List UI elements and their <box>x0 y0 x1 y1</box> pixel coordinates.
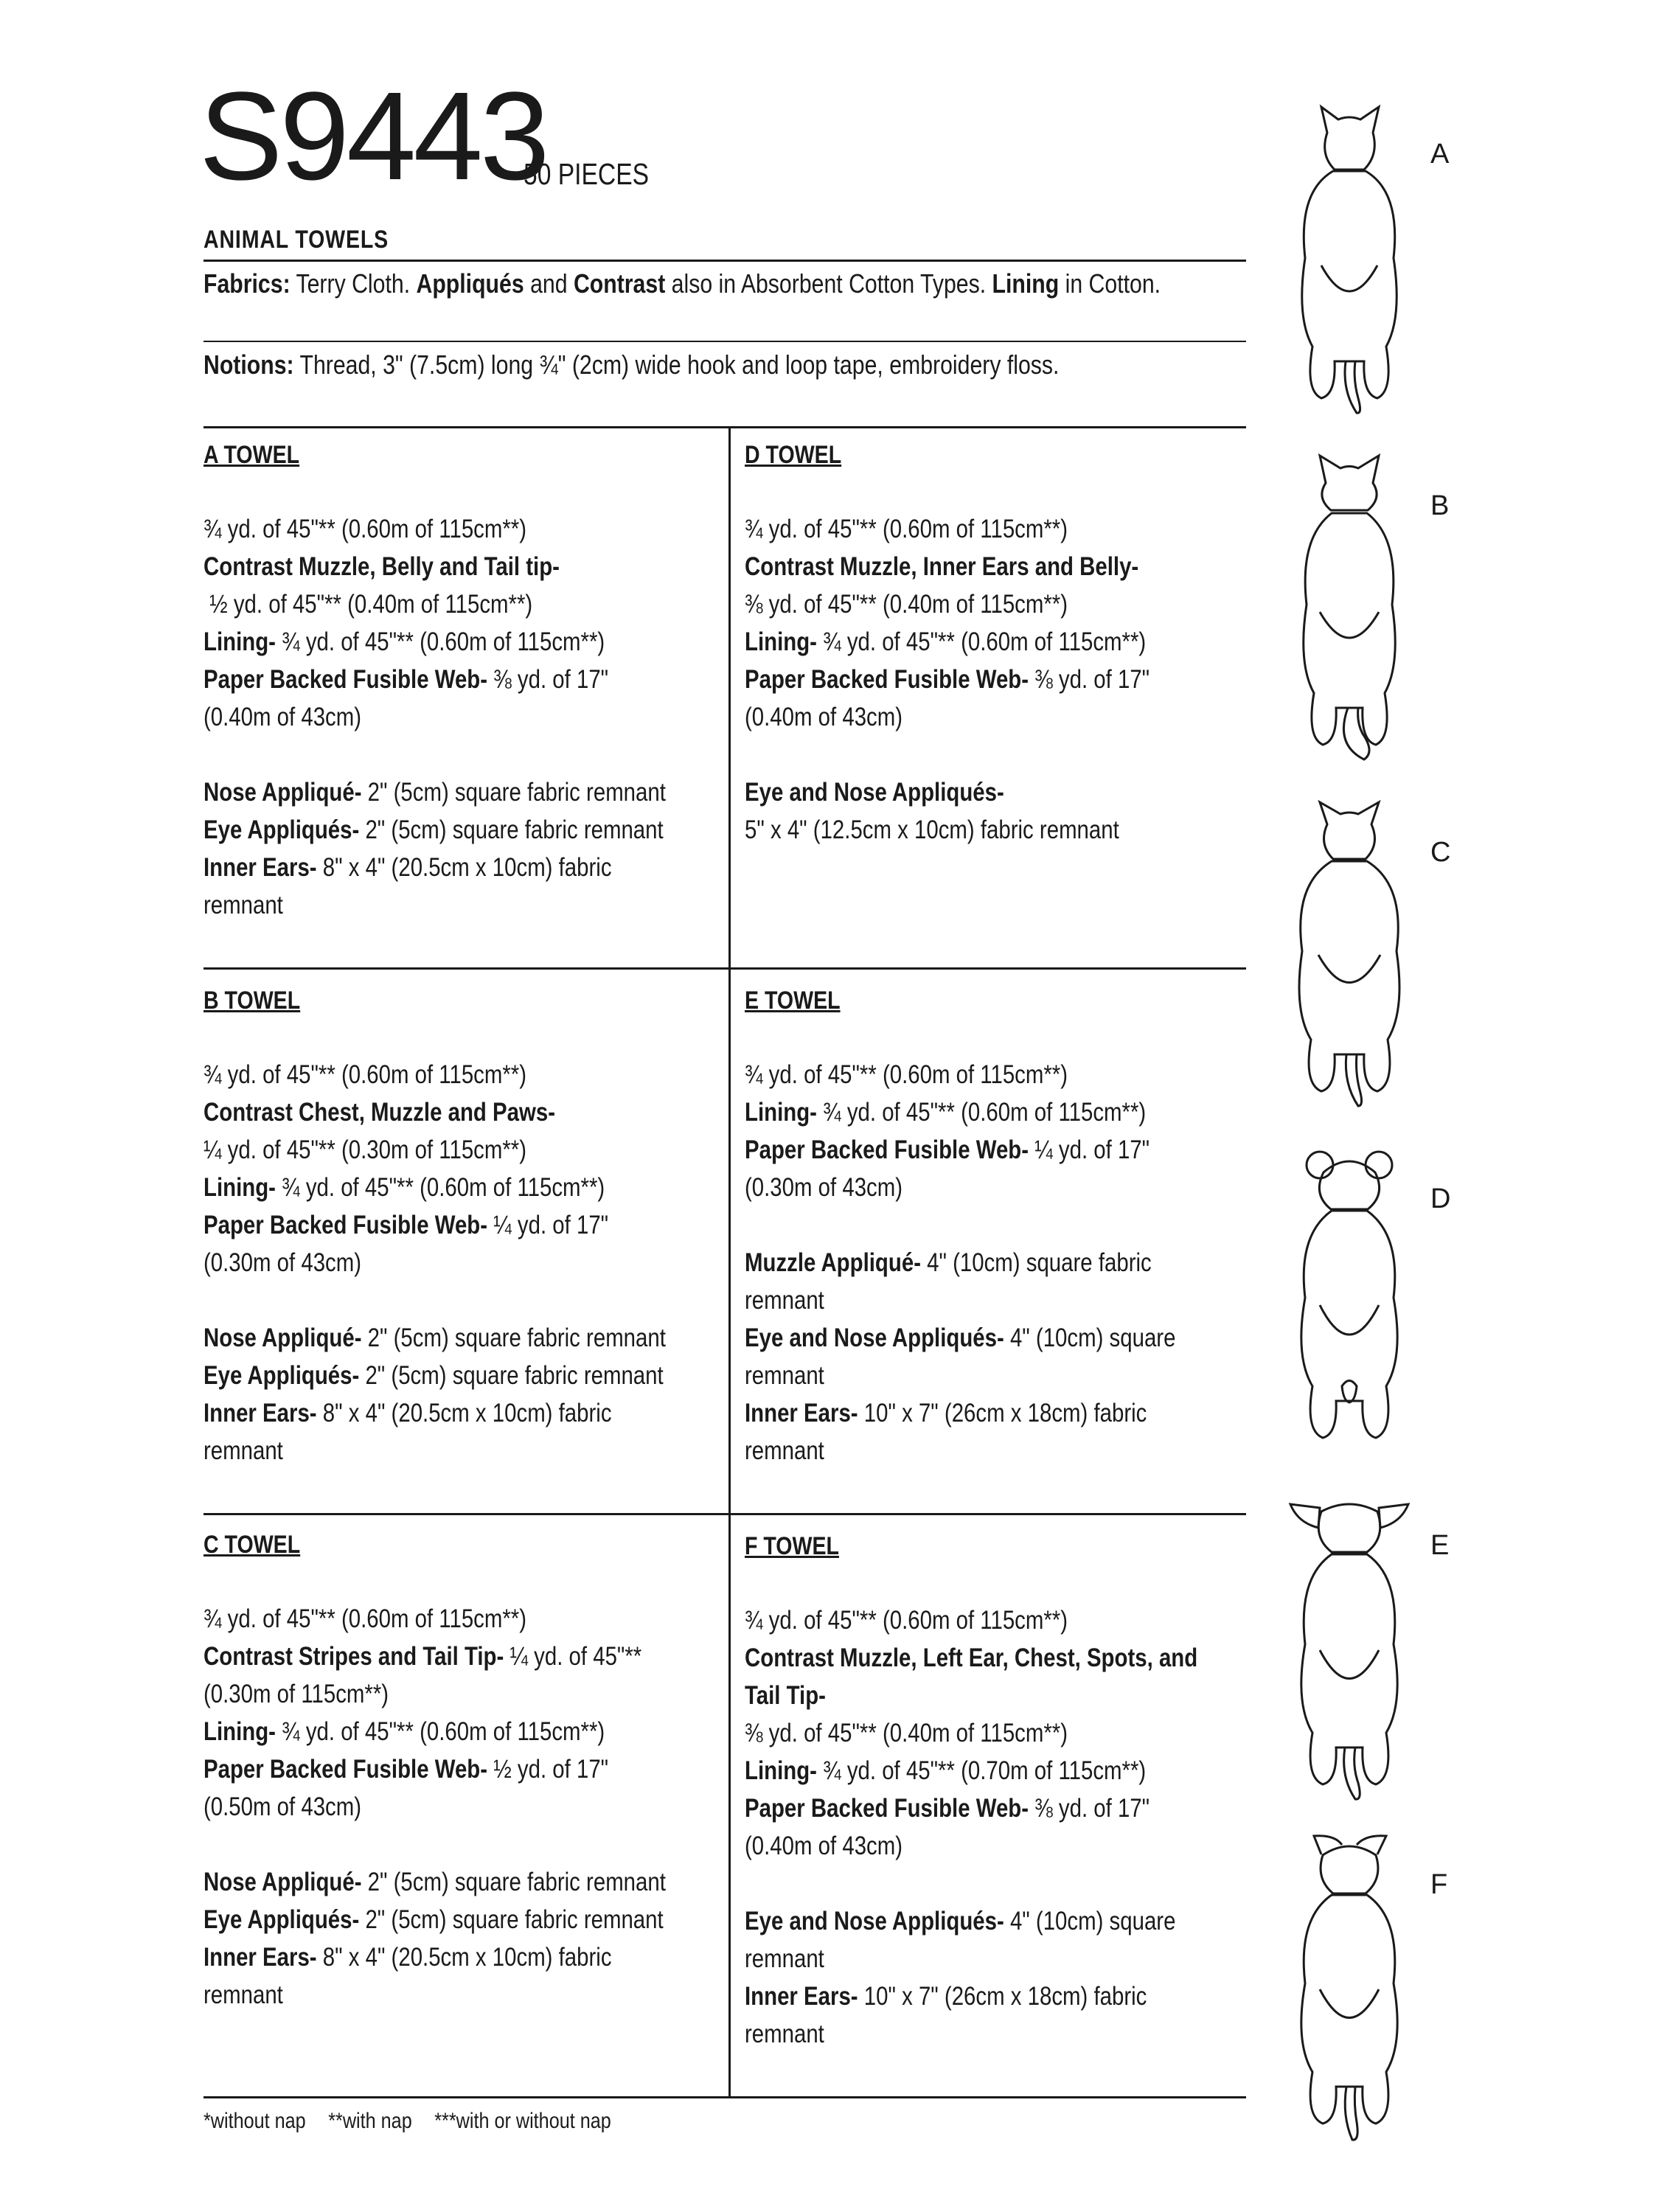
requirement-text: 2" (5cm) square fabric remnant <box>359 815 664 844</box>
requirement-row <box>204 510 637 548</box>
requirement-label: Paper Backed Fusible Web- <box>204 665 488 694</box>
requirement-text: 4" (10cm) square fabric <box>920 1248 1152 1277</box>
footnote-3: ***with or without nap <box>434 2109 611 2133</box>
requirement-text: (0.40m of 43cm) <box>204 703 362 731</box>
requirement-row <box>745 1677 1178 1714</box>
section-title: E TOWEL <box>745 987 841 1015</box>
requirement-row <box>204 849 637 886</box>
requirement-label: Contrast Muzzle, Inner Ears and Belly- <box>745 552 1139 581</box>
requirement-text: 8" x 4" (20.5cm x 10cm) fabric <box>316 1399 612 1427</box>
requirement-text: ¾ yd. of 45"** (0.60m of 115cm**) <box>275 1173 605 1202</box>
requirement-text: ¾ yd. of 45"** (0.60m of 115cm**) <box>816 1098 1147 1127</box>
requirement-text: ¾ yd. of 45"** (0.60m of 115cm**) <box>204 1060 527 1089</box>
requirement-row <box>745 1169 1178 1206</box>
requirement-text: ¾ yd. of 45"** (0.60m of 115cm**) <box>204 515 527 543</box>
requirement-row <box>745 661 1178 698</box>
requirement-label: Contrast Muzzle, Left Ear, Chest, Spots, and <box>745 1644 1198 1672</box>
section-d-towel <box>745 437 1261 849</box>
requirement-row <box>204 1093 637 1131</box>
requirement-text: ¾ yd. of 45"** (0.60m of 115cm**) <box>745 515 1068 543</box>
requirement-row <box>745 1601 1178 1639</box>
requirement-row <box>204 1169 637 1206</box>
requirement-row <box>204 1056 637 1093</box>
requirement-text: ¾ yd. of 45"** (0.70m of 115cm**) <box>816 1756 1147 1785</box>
requirement-row <box>204 1319 666 1357</box>
requirement-label: Lining- <box>745 1098 817 1127</box>
requirement-row <box>745 1093 1178 1131</box>
requirement-text: ½ yd. of 45"** (0.40m of 115cm**) <box>204 590 533 619</box>
rule-fabrics <box>204 341 1246 342</box>
requirement-text: ¾ yd. of 45"** (0.60m of 115cm**) <box>745 1606 1068 1635</box>
requirement-text: ¾ yd. of 45"** (0.60m of 115cm**) <box>204 1604 527 1633</box>
fabrics-text-3: in Cotton. <box>1059 268 1161 299</box>
requirement-label: Eye and Nose Appliqués- <box>745 1324 1004 1352</box>
section-c-towel <box>204 1526 720 2014</box>
section-body <box>745 1056 1261 1470</box>
pattern-number: S9443 <box>199 66 547 206</box>
requirement-row <box>745 510 1178 548</box>
requirement-row <box>204 1901 664 1938</box>
requirement-text: remnant <box>745 1436 824 1465</box>
requirement-row <box>204 1788 637 1826</box>
requirement-text: ¼ yd. of 17" <box>1029 1135 1150 1164</box>
requirement-text: ⅜ yd. of 17" <box>1029 1794 1150 1823</box>
requirement-text: remnant <box>745 2020 824 2048</box>
figure-b-fox <box>1276 442 1423 767</box>
requirement-row <box>204 1713 637 1750</box>
requirement-row <box>745 585 1178 623</box>
figure-f-dog <box>1276 1821 1423 2146</box>
requirement-text: remnant <box>745 1286 824 1315</box>
requirement-label: Tail Tip- <box>745 1681 826 1710</box>
requirement-text: (0.30m of 43cm) <box>745 1173 903 1202</box>
fabrics-line <box>204 265 1161 302</box>
requirement-label: Eye and Nose Appliqués- <box>745 778 1004 807</box>
requirement-text: 5" x 4" (12.5cm x 10cm) fabric remnant <box>745 815 1119 844</box>
rule-notions <box>204 426 1246 428</box>
requirement-row <box>745 1131 1178 1169</box>
section-f-towel <box>745 1528 1261 2053</box>
requirement-text: 8" x 4" (20.5cm x 10cm) fabric <box>316 1943 612 1972</box>
requirement-label: Inner Ears- <box>204 853 317 882</box>
section-body <box>745 510 1261 849</box>
requirement-row <box>745 1357 1178 1394</box>
figure-b-label: B <box>1430 490 1450 521</box>
requirement-text: (0.50m of 43cm) <box>204 1792 362 1821</box>
section-body <box>745 1601 1261 2053</box>
requirement-label: Nose Appliqué- <box>204 778 362 807</box>
row-gap <box>204 736 720 773</box>
requirement-row <box>745 1394 1178 1432</box>
requirement-row <box>204 661 637 698</box>
requirement-row <box>745 1319 1178 1357</box>
requirement-text: 2" (5cm) square fabric remnant <box>359 1905 664 1934</box>
requirement-row <box>745 1827 1178 1865</box>
row-gap <box>745 736 1261 773</box>
requirement-row <box>745 1432 1178 1470</box>
requirement-row <box>745 1714 1178 1752</box>
requirement-text: ½ yd. of 17" <box>487 1755 609 1784</box>
grid-bottom <box>204 2096 1246 2098</box>
figure-a-cat <box>1276 96 1423 420</box>
requirement-text: ¼ yd. of 45"** (0.30m of 115cm**) <box>204 1135 527 1164</box>
requirement-row <box>204 811 664 849</box>
requirement-text: (0.40m of 43cm) <box>745 703 903 731</box>
requirement-row <box>745 1752 1178 1790</box>
requirement-row <box>745 1281 1178 1319</box>
requirement-text: 8" x 4" (20.5cm x 10cm) fabric <box>316 853 612 882</box>
requirement-text: ¾ yd. of 45"** (0.60m of 115cm**) <box>816 627 1147 656</box>
grid-row1 <box>204 967 1246 970</box>
requirement-text: 4" (10cm) square <box>1004 1907 1176 1935</box>
row-gap <box>745 1206 1261 1244</box>
requirement-text: remnant <box>204 891 283 919</box>
requirement-text: 10" x 7" (26cm x 18cm) fabric <box>858 1399 1147 1427</box>
requirement-text: ¾ yd. of 45"** (0.60m of 115cm**) <box>275 1717 605 1746</box>
figure-f-label: F <box>1430 1869 1448 1900</box>
requirement-text: ⅜ yd. of 45"** (0.40m of 115cm**) <box>745 590 1068 619</box>
requirement-row <box>204 623 637 661</box>
row-gap <box>204 1281 720 1319</box>
requirement-text: 2" (5cm) square fabric remnant <box>359 1361 664 1390</box>
notions-label: Notions: <box>204 349 294 380</box>
requirement-row <box>204 1244 637 1281</box>
requirement-row <box>204 1750 637 1788</box>
notions-text: Thread, 3" (7.5cm) long ¾" (2cm) wide hook and loop tape, embroidery floss. <box>293 349 1060 380</box>
requirement-text: 4" (10cm) square <box>1004 1324 1176 1352</box>
requirement-row <box>204 1131 637 1169</box>
section-title: D TOWEL <box>745 441 842 469</box>
requirement-row <box>745 1940 1178 1978</box>
requirement-row <box>204 1357 664 1394</box>
section-title: B TOWEL <box>204 987 301 1015</box>
requirement-label: Eye Appliqués- <box>204 815 360 844</box>
figure-e-dog <box>1276 1482 1423 1806</box>
fabrics-lining: Lining <box>992 268 1060 299</box>
row-gap <box>745 1865 1261 1902</box>
requirement-row <box>745 2015 1178 2053</box>
requirement-label: Lining- <box>204 1717 276 1746</box>
requirement-row <box>204 1638 642 1675</box>
rule-top <box>204 260 1246 262</box>
section-title: A TOWEL <box>204 441 300 469</box>
requirement-label: Nose Appliqué- <box>204 1324 362 1352</box>
requirement-label: Paper Backed Fusible Web- <box>204 1755 488 1784</box>
footnote-1: *without nap <box>204 2109 306 2133</box>
fabrics-contrast: Contrast <box>573 268 666 299</box>
requirement-row <box>745 1902 1178 1940</box>
section-body <box>204 510 720 924</box>
requirement-text: 2" (5cm) square fabric remnant <box>361 778 666 807</box>
section-title: C TOWEL <box>204 1531 301 1559</box>
notions-line <box>204 347 1059 383</box>
section-a-towel <box>204 437 720 924</box>
requirement-row <box>745 698 1178 736</box>
requirement-row <box>204 886 637 924</box>
fabrics-label: Fabrics: <box>204 268 291 299</box>
pieces-count: 50 PIECES <box>524 157 650 191</box>
requirement-row <box>745 623 1178 661</box>
requirement-label: Paper Backed Fusible Web- <box>745 1135 1029 1164</box>
requirement-label: Nose Appliqué- <box>204 1868 362 1896</box>
section-title: F TOWEL <box>745 1532 839 1560</box>
requirement-row <box>745 548 1178 585</box>
requirement-row <box>204 1675 637 1713</box>
doc-title: ANIMAL TOWELS <box>204 226 389 254</box>
fabrics-and: and <box>524 268 574 299</box>
requirement-label: Inner Ears- <box>204 1943 317 1972</box>
requirement-row <box>204 1206 637 1244</box>
requirement-row <box>204 773 666 811</box>
requirement-text: ¼ yd. of 17" <box>487 1211 609 1239</box>
requirement-text: remnant <box>745 1944 824 1973</box>
requirement-label: Contrast Chest, Muzzle and Paws- <box>204 1098 556 1127</box>
requirement-label: Eye Appliqués- <box>204 1361 360 1390</box>
requirement-row <box>204 698 637 736</box>
requirement-label: Paper Backed Fusible Web- <box>745 1794 1029 1823</box>
requirement-text: ¾ yd. of 45"** (0.60m of 115cm**) <box>275 627 605 656</box>
requirement-text: ¼ yd. of 45"** <box>504 1642 642 1671</box>
requirement-row <box>745 1978 1178 2015</box>
requirement-label: Inner Ears- <box>204 1399 317 1427</box>
requirement-label: Inner Ears- <box>745 1399 858 1427</box>
requirement-label: Eye and Nose Appliqués- <box>745 1907 1004 1935</box>
requirement-row <box>745 1244 1178 1281</box>
requirement-label: Eye Appliqués- <box>204 1905 360 1934</box>
section-body <box>204 1600 720 2014</box>
footnote-2: **with nap <box>328 2109 412 2133</box>
requirement-text: (0.40m of 43cm) <box>745 1832 903 1860</box>
requirement-row <box>204 1432 637 1470</box>
requirement-text: 10" x 7" (26cm x 18cm) fabric <box>858 1982 1147 2011</box>
figure-c-tiger <box>1276 789 1423 1113</box>
requirement-row <box>745 811 1178 849</box>
fabrics-text-2: also in Absorbent Cotton Types. <box>665 268 992 299</box>
requirement-label: Inner Ears- <box>745 1982 858 2011</box>
section-e-towel <box>745 982 1261 1470</box>
requirement-label: Contrast Stripes and Tail Tip- <box>204 1642 504 1671</box>
requirement-label: Lining- <box>745 627 817 656</box>
requirement-label: Paper Backed Fusible Web- <box>745 665 1029 694</box>
requirement-row <box>204 1938 637 1976</box>
grid-row2 <box>204 1513 1246 1515</box>
figure-a-label: A <box>1430 139 1450 170</box>
requirement-label: Contrast Muzzle, Belly and Tail tip- <box>204 552 560 581</box>
requirement-label: Paper Backed Fusible Web- <box>204 1211 488 1239</box>
requirement-text: remnant <box>204 1980 283 2009</box>
figure-e-label: E <box>1430 1530 1450 1561</box>
section-b-towel <box>204 982 720 1470</box>
requirement-row <box>204 1394 637 1432</box>
footnotes <box>204 2109 628 2134</box>
grid-vertical <box>728 428 731 2098</box>
figure-d-label: D <box>1430 1183 1451 1214</box>
requirement-row <box>745 1056 1178 1093</box>
requirement-text: 2" (5cm) square fabric remnant <box>361 1324 666 1352</box>
requirement-text: ⅜ yd. of 17" <box>1029 665 1150 694</box>
requirement-row <box>745 1790 1178 1827</box>
requirement-row <box>204 548 637 585</box>
requirement-text: (0.30m of 115cm**) <box>204 1680 389 1708</box>
figure-d-bear <box>1276 1135 1423 1460</box>
section-body <box>204 1056 720 1470</box>
requirement-text: ¾ yd. of 45"** (0.60m of 115cm**) <box>745 1060 1068 1089</box>
requirement-row <box>745 1639 1198 1677</box>
requirement-row <box>204 1600 637 1638</box>
requirement-row <box>204 585 637 623</box>
requirement-label: Muzzle Appliqué- <box>745 1248 921 1277</box>
requirement-row <box>204 1863 666 1901</box>
requirement-label: Lining- <box>204 627 276 656</box>
requirement-label: Lining- <box>204 1173 276 1202</box>
requirement-text: ⅜ yd. of 17" <box>487 665 609 694</box>
figure-c-label: C <box>1430 837 1451 868</box>
row-gap <box>204 1826 720 1863</box>
requirement-text: (0.30m of 43cm) <box>204 1248 362 1277</box>
requirement-text: remnant <box>204 1436 283 1465</box>
requirement-text: ⅜ yd. of 45"** (0.40m of 115cm**) <box>745 1719 1068 1747</box>
fabrics-text-1: Terry Cloth. <box>290 268 417 299</box>
requirement-text: remnant <box>745 1361 824 1390</box>
requirement-row <box>745 773 1178 811</box>
fabrics-applique: Appliqués <box>416 268 524 299</box>
requirement-row <box>204 1976 637 2014</box>
requirement-label: Lining- <box>745 1756 817 1785</box>
requirement-text: 2" (5cm) square fabric remnant <box>361 1868 666 1896</box>
